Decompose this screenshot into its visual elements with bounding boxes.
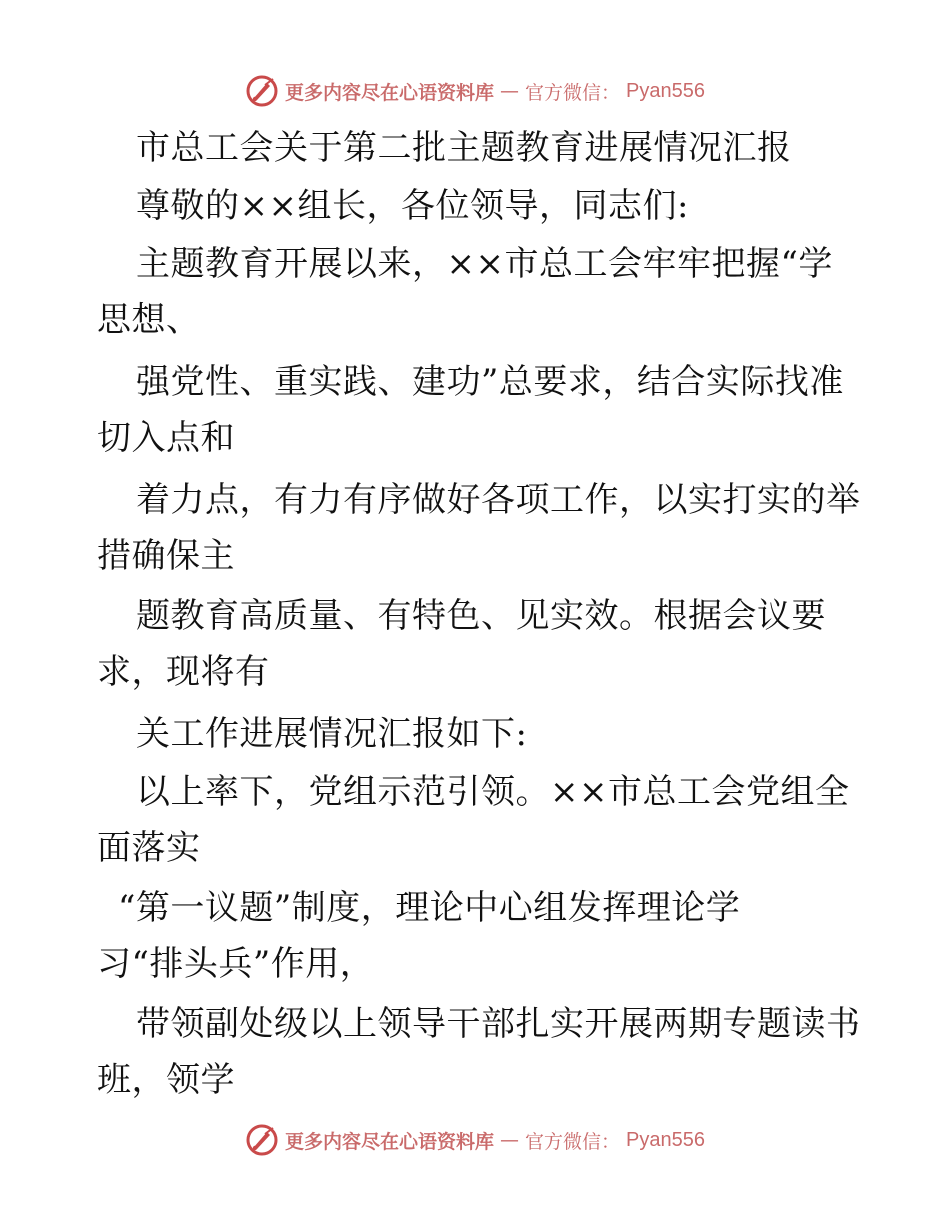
- body-line: 思想、: [97, 300, 201, 340]
- watermark-wechat-id: Pyan556: [626, 1128, 705, 1151]
- body-line: 求，现将有: [97, 652, 270, 692]
- body-line: 题教育高质量、有特色、见实效。根据会议要: [136, 596, 826, 636]
- body-line: 班，领学: [97, 1060, 235, 1100]
- body-line: 主题教育开展以来，××市总工会牢牢把握“学: [136, 244, 833, 284]
- body-line: “第一议题”制度，理论中心组发挥理论学: [118, 888, 741, 928]
- watermark-brand: 更多内容尽在心语资料库: [285, 1130, 495, 1153]
- body-line: 以上率下，党组示范引领。××市总工会党组全: [136, 772, 850, 812]
- body-line: 切入点和: [97, 418, 235, 458]
- quill-logo-icon: [245, 1123, 279, 1157]
- watermark-separator: —: [500, 80, 520, 102]
- body-line: 习“排头兵”作用，: [97, 944, 375, 984]
- watermark-official-label: 官方微信：: [525, 1130, 621, 1153]
- watermark-official-label: 官方微信：: [525, 81, 621, 104]
- watermark-separator: —: [500, 1129, 520, 1151]
- body-line: 强党性、重实践、建功”总要求，结合实际找准: [136, 362, 844, 402]
- watermark-wechat-id: Pyan556: [626, 79, 705, 102]
- footer-watermark: [0, 1120, 950, 1160]
- document-title: 市总工会关于第二批主题教育进展情况汇报: [136, 128, 792, 168]
- watermark-brand: 更多内容尽在心语资料库: [285, 81, 495, 104]
- body-line: 带领副处级以上领导干部扎实开展两期专题读书: [136, 1004, 861, 1044]
- body-line: 措确保主: [97, 536, 235, 576]
- salutation-line: 尊敬的××组长，各位领导，同志们:: [136, 186, 689, 226]
- body-line: 关工作进展情况汇报如下:: [136, 714, 528, 754]
- body-line: 着力点，有力有序做好各项工作，以实打实的举: [136, 480, 861, 520]
- body-line: 面落实: [97, 828, 201, 868]
